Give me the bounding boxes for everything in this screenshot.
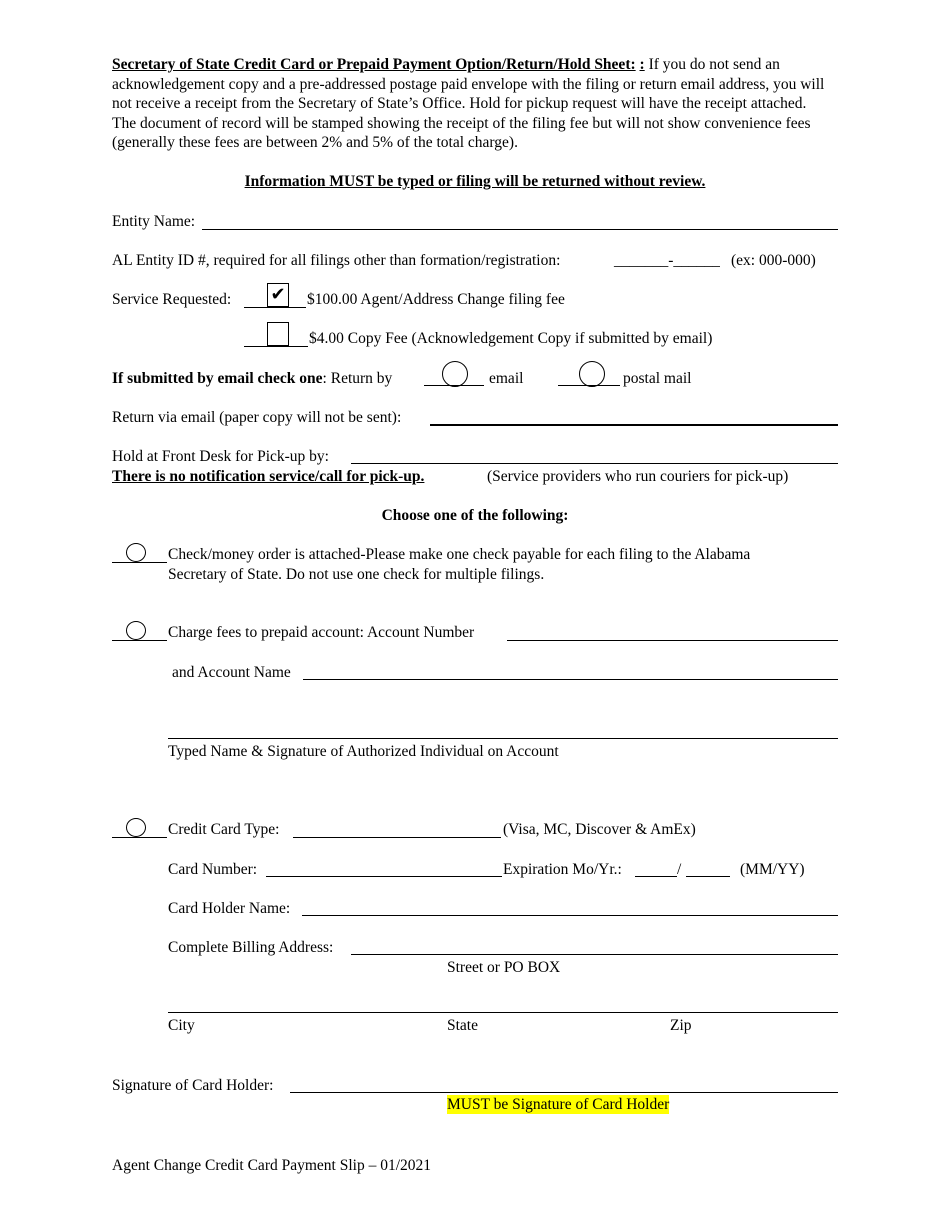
service-fee-1-checkbox[interactable]: ✔ (267, 283, 289, 307)
card-holder-name-label: Card Holder Name: (168, 900, 291, 917)
intro-paragraph (112, 55, 832, 153)
street-label: Street or PO BOX (447, 959, 561, 976)
expiration-format: (MM/YY) (740, 861, 805, 878)
hold-front-desk-label: Hold at Front Desk for Pick-up by: (112, 448, 329, 465)
service-providers-note: (Service providers who run couriers for pick-up) (487, 468, 789, 485)
credit-card-option-radio[interactable] (126, 818, 146, 837)
expiration-slash: / (677, 861, 682, 878)
expiration-month-field[interactable] (635, 876, 677, 877)
service-fee-2-label: $4.00 Copy Fee (Acknowledgement Copy if submitted by email) (309, 330, 713, 347)
return-postal-radio[interactable] (579, 361, 605, 387)
check-option-radio[interactable] (126, 543, 146, 562)
zip-label: Zip (670, 1017, 692, 1034)
credit-card-option-underline (112, 837, 167, 838)
credit-card-type-field[interactable] (293, 837, 501, 838)
state-label: State (447, 1017, 478, 1034)
prepaid-account-name-label: and Account Name (172, 664, 291, 681)
typed-name-signature-label: Typed Name & Signature of Authorized Individual on Account (168, 743, 559, 760)
service-requested-label: Service Requested: (112, 291, 232, 308)
prepaid-account-number-field[interactable] (507, 640, 838, 641)
entity-name-label: Entity Name: (112, 213, 196, 230)
typed-notice: Information MUST be typed or filing will be returned without review. (244, 173, 706, 190)
prepaid-option-underline (112, 640, 167, 641)
intro-heading-colon: : (639, 56, 645, 73)
check-option-underline (112, 562, 167, 563)
entity-name-field[interactable] (202, 229, 838, 230)
return-email-label: email (489, 370, 524, 387)
return-postal-label: postal mail (623, 370, 692, 387)
card-holder-name-field[interactable] (302, 915, 838, 916)
billing-address-label: Complete Billing Address: (168, 939, 334, 956)
intro-heading: Secretary of State Credit Card or Prepaid Payment Option/Return/Hold Sheet: (112, 56, 636, 73)
billing-city-state-zip-field[interactable] (168, 1012, 838, 1013)
expiration-label: Expiration Mo/Yr.: (503, 861, 622, 878)
card-number-label: Card Number: (168, 861, 258, 878)
choose-heading: Choose one of the following: (381, 507, 569, 524)
return-email-radio[interactable] (442, 361, 468, 387)
credit-card-type-label: Credit Card Type: (168, 821, 280, 838)
entity-id-example: (ex: 000-000) (731, 252, 816, 269)
prepaid-account-name-field[interactable] (303, 679, 838, 680)
expiration-year-field[interactable] (686, 876, 730, 877)
signature-field[interactable] (290, 1092, 838, 1093)
entity-id-label: AL Entity ID #, required for all filings other than formation/registration: (112, 252, 561, 269)
city-label: City (168, 1017, 195, 1034)
service-fee-1-underline (244, 307, 306, 308)
signature-note: MUST be Signature of Card Holder (447, 1096, 670, 1113)
prepaid-account-number-label: Charge fees to prepaid account: Account Number (168, 624, 475, 641)
card-number-field[interactable] (266, 876, 502, 877)
service-fee-2-checkbox[interactable] (267, 322, 289, 346)
prepaid-option-radio[interactable] (126, 621, 146, 640)
signature-label: Signature of Card Holder: (112, 1077, 274, 1094)
footer-text: Agent Change Credit Card Payment Slip – 01/2021 (112, 1157, 432, 1174)
return-via-email-field[interactable] (430, 424, 838, 426)
return-via-email-label: Return via email (paper copy will not be sent): (112, 409, 402, 426)
credit-card-types-note: (Visa, MC, Discover & AmEx) (503, 821, 696, 838)
entity-id-field[interactable]: _______-______ (614, 252, 720, 269)
no-notification-notice: There is no notification service/call for pick-up. (112, 468, 425, 485)
intro-body: If you do not send an acknowledgement copy and a pre-addressed postage paid envelope with the filing or return email address, you will not receive a receipt from the Secretary of State’s Office. Hold for pickup request will have the receipt attached. The document of record will be stamped showing the receipt of the filing fee but will not show convenience fees (generally these fees are between 2% and 5% of the total charge). (112, 56, 825, 151)
check-option-line1: Check/money order is attached-Please make one check payable for each filing to the Alabama (168, 546, 751, 563)
billing-street-field[interactable] (351, 954, 838, 955)
hold-front-desk-field[interactable] (351, 463, 838, 464)
service-fee-2-underline (244, 346, 308, 347)
email-check-rest: : Return by (322, 370, 393, 387)
check-option-line2: Secretary of State. Do not use one check for multiple filings. (168, 566, 545, 583)
typed-name-signature-field[interactable] (168, 738, 838, 739)
email-check-bold: If submitted by email check one (112, 370, 323, 387)
service-fee-1-label: $100.00 Agent/Address Change filing fee (307, 291, 565, 308)
email-check-label (112, 369, 392, 388)
